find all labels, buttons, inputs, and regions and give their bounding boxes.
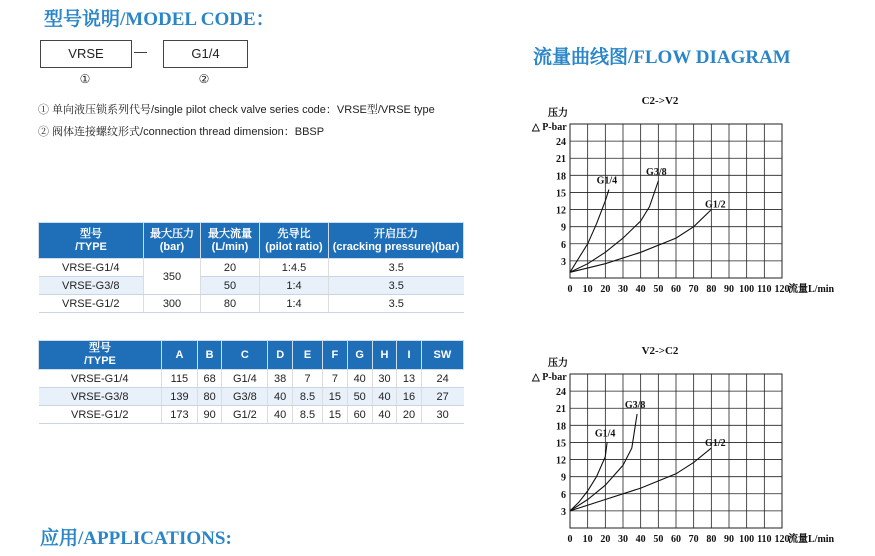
x-tick-label: 50: [653, 534, 664, 545]
x-tick-label: 0: [567, 534, 573, 545]
y-axis-label-unit: △ P-bar: [532, 372, 567, 383]
model-code-series-box: VRSE: [40, 40, 132, 68]
y-tick-label: 24: [556, 387, 566, 399]
x-tick-label: 110: [757, 284, 772, 295]
chart-title: C2->V2: [641, 95, 679, 107]
x-tick-label: 30: [618, 284, 628, 295]
x-tick-label: 10: [582, 534, 593, 545]
x-tick-label: 20: [600, 284, 611, 295]
flow-chart-v2-c2: [520, 338, 850, 550]
note-series-code: ① 单向液压锁系列代号/single pilot check valve series code：VRSE型/VRSE type: [38, 104, 435, 116]
marker-1: ①: [79, 72, 91, 86]
y-tick-label: 24: [556, 137, 566, 149]
table-row: VRSE-G3/8 139 80 G3/8 40 8.5 15 50 40 16 27: [39, 388, 464, 406]
series-line-G1-4: [570, 190, 609, 273]
x-tick-label: 60: [671, 284, 681, 295]
y-axis-label-unit: △ P-bar: [532, 122, 567, 133]
x-axis-label: 流量L/min: [788, 534, 835, 545]
model-code-dash: —: [134, 44, 147, 59]
table-row: VRSE-G1/4 115 68 G1/4 38 7 7 40 30 13 24: [39, 370, 464, 388]
model-code-thread-box: G1/4: [163, 40, 248, 68]
table-row: VRSE-G3/8 50 1:4 3.5: [39, 277, 464, 295]
x-tick-label: 20: [600, 534, 611, 545]
series-label: G1/4: [594, 428, 616, 440]
flow-diagram-heading: 流量曲线图/FLOW DIAGRAM: [533, 47, 791, 68]
col-sw: SW: [421, 341, 463, 370]
col-i: I: [397, 341, 422, 370]
x-tick-label: 50: [653, 284, 664, 295]
series-label: G1/2: [705, 199, 726, 211]
col-f: F: [323, 341, 348, 370]
note-thread-dimension: ② 阀体连接螺纹形式/connection thread dimension：BBSP: [38, 126, 325, 138]
y-tick-label: 6: [561, 489, 566, 501]
y-tick-label: 3: [561, 506, 566, 518]
x-tick-label: 120: [774, 534, 790, 545]
y-tick-label: 21: [556, 154, 566, 166]
y-tick-label: 21: [556, 404, 566, 416]
flow-chart-c2-v2: [520, 88, 850, 300]
merged-pressure-cell: 350: [144, 259, 201, 295]
x-tick-label: 80: [706, 284, 717, 295]
x-tick-label: 100: [739, 534, 755, 545]
x-axis-label: 流量L/min: [788, 284, 835, 295]
y-tick-label: 15: [556, 188, 566, 200]
y-tick-label: 12: [556, 455, 566, 467]
y-tick-label: 6: [561, 239, 566, 251]
applications-heading: 应用/APPLICATIONS:: [40, 528, 232, 549]
x-tick-label: 90: [724, 534, 734, 545]
x-tick-label: 60: [671, 534, 681, 545]
x-tick-label: 70: [688, 534, 699, 545]
spec-table: [38, 222, 464, 313]
x-tick-label: 90: [724, 284, 734, 295]
col-type: 型号 /TYPE: [39, 341, 162, 370]
y-tick-label: 9: [561, 472, 566, 484]
x-tick-label: 70: [688, 284, 699, 295]
series-label: G1/2: [705, 438, 726, 450]
chart-title: V2->C2: [641, 345, 679, 357]
y-tick-label: 12: [556, 205, 566, 217]
y-tick-label: 18: [556, 171, 566, 183]
x-tick-label: 110: [757, 534, 772, 545]
y-tick-label: 9: [561, 222, 566, 234]
x-tick-label: 10: [582, 284, 593, 295]
y-tick-label: 3: [561, 256, 566, 268]
col-e: E: [292, 341, 322, 370]
table-row: VRSE-G1/2 300 80 1:4 3.5: [39, 295, 464, 313]
series-label: G3/8: [646, 167, 667, 179]
col-pilot-ratio: 先导比 (pilot ratio): [260, 223, 329, 259]
col-type: 型号 /TYPE: [39, 223, 144, 259]
col-a: A: [162, 341, 198, 370]
col-d: D: [268, 341, 293, 370]
y-tick-label: 15: [556, 438, 566, 450]
col-b: B: [197, 341, 222, 370]
col-max-pressure: 最大压力 (bar): [144, 223, 201, 259]
col-c: C: [222, 341, 268, 370]
x-tick-label: 0: [567, 284, 573, 295]
col-max-flow: 最大流量 (L/min): [201, 223, 260, 259]
x-tick-label: 30: [618, 534, 628, 545]
col-g: G: [347, 341, 372, 370]
x-tick-label: 40: [635, 284, 646, 295]
model-code-heading: 型号说明/MODEL CODE：: [44, 9, 275, 30]
series-label: G3/8: [624, 399, 646, 411]
y-axis-label: 压力: [548, 108, 568, 119]
x-tick-label: 40: [635, 534, 646, 545]
series-label: G1/4: [596, 175, 618, 187]
table-row: VRSE-G1/2 173 90 G1/2 40 8.5 15 60 40 20 30: [39, 406, 464, 424]
table-row: VRSE-G1/4 350 20 1:4.5 3.5: [39, 259, 464, 277]
x-tick-label: 120: [774, 284, 790, 295]
col-cracking-pressure: 开启压力 (cracking pressure)(bar): [329, 223, 464, 259]
dimension-table: [38, 340, 464, 424]
marker-2: ②: [198, 72, 210, 86]
x-tick-label: 80: [706, 534, 717, 545]
y-axis-label: 压力: [548, 358, 568, 369]
y-tick-label: 18: [556, 421, 566, 433]
col-h: H: [372, 341, 397, 370]
x-tick-label: 100: [739, 284, 755, 295]
